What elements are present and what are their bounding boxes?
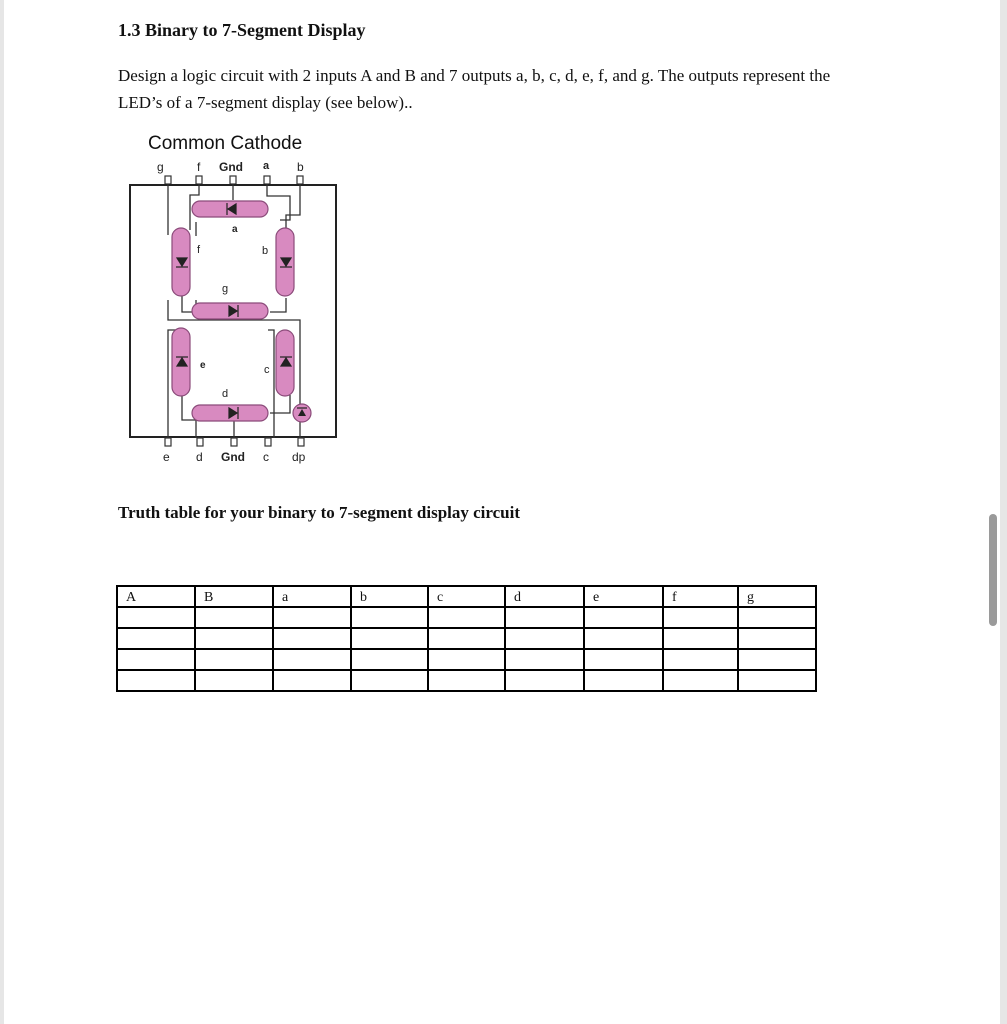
table-row: [117, 607, 816, 628]
table-cell[interactable]: [738, 649, 816, 670]
table-cell[interactable]: [428, 628, 505, 649]
header-cell-B: B: [195, 586, 273, 607]
pin-bottom-e: e: [163, 450, 170, 464]
table-cell[interactable]: [663, 670, 738, 691]
pin-top-gnd: Gnd: [219, 160, 243, 174]
pin-bottom-d: d: [196, 450, 203, 464]
table-cell[interactable]: [738, 607, 816, 628]
table-cell[interactable]: [351, 628, 428, 649]
table-cell[interactable]: [738, 670, 816, 691]
table-cell[interactable]: [738, 628, 816, 649]
section-description: Design a logic circuit with 2 inputs A and B and 7 outputs a, b, c, d, e, f, and g. The outputs represent the LED’s of a 7-segment display (see below)..: [118, 66, 831, 112]
pin-bottom-gnd: Gnd: [221, 450, 245, 464]
table-cell[interactable]: [663, 607, 738, 628]
truth-table-header-row: [117, 586, 816, 607]
header-cell-a: a: [273, 586, 351, 607]
seven-segment-diagram: [118, 128, 348, 448]
table-row: [117, 649, 816, 670]
table-cell[interactable]: [273, 649, 351, 670]
table-cell[interactable]: [428, 607, 505, 628]
table-cell[interactable]: [195, 607, 273, 628]
pin-top-g: g: [157, 160, 164, 174]
table-cell[interactable]: [117, 628, 195, 649]
table-cell[interactable]: [584, 607, 663, 628]
table-cell[interactable]: [117, 649, 195, 670]
pin-top-b: b: [297, 160, 304, 174]
segment-label-c: c: [264, 364, 270, 376]
truth-table-title: Truth table for your binary to 7-segment display circuit: [118, 503, 521, 522]
table-cell[interactable]: [273, 670, 351, 691]
pin-bottom-c: c: [263, 450, 269, 464]
header-cell-e: e: [584, 586, 663, 607]
table-cell[interactable]: [505, 628, 584, 649]
table-cell[interactable]: [117, 670, 195, 691]
header-cell-d: d: [505, 586, 584, 607]
table-cell[interactable]: [505, 649, 584, 670]
table-cell[interactable]: [663, 628, 738, 649]
diagram-title: Common Cathode: [148, 133, 303, 154]
segment-label-g: g: [222, 283, 229, 295]
table-cell[interactable]: [195, 649, 273, 670]
segment-label-f: f: [197, 244, 201, 256]
header-cell-A: A: [117, 586, 195, 607]
table-cell[interactable]: [663, 649, 738, 670]
pin-top-a: a: [263, 160, 270, 172]
table-cell[interactable]: [195, 628, 273, 649]
table-row: [117, 670, 816, 691]
header-cell-g: g: [738, 586, 816, 607]
table-cell[interactable]: [351, 607, 428, 628]
table-cell[interactable]: [584, 649, 663, 670]
segment-label-a: a: [232, 224, 238, 235]
header-cell-b: b: [351, 586, 428, 607]
table-row: [117, 628, 816, 649]
table-cell[interactable]: [273, 607, 351, 628]
table-cell[interactable]: [273, 628, 351, 649]
table-cell[interactable]: [428, 670, 505, 691]
table-cell[interactable]: [584, 628, 663, 649]
truth-table: [116, 585, 817, 692]
pin-bottom-dp: dp: [292, 450, 306, 464]
segment-label-d: d: [222, 388, 229, 400]
header-cell-c: c: [428, 586, 505, 607]
table-cell[interactable]: [351, 670, 428, 691]
table-cell[interactable]: [351, 649, 428, 670]
table-cell[interactable]: [584, 670, 663, 691]
table-cell[interactable]: [428, 649, 505, 670]
vertical-scrollbar[interactable]: [989, 514, 997, 626]
table-cell[interactable]: [505, 670, 584, 691]
table-cell[interactable]: [505, 607, 584, 628]
table-cell[interactable]: [117, 607, 195, 628]
segment-label-b: b: [262, 245, 269, 257]
header-cell-f: f: [663, 586, 738, 607]
pin-top-f: f: [197, 160, 201, 174]
segment-label-e: e: [200, 360, 206, 371]
section-heading: 1.3 Binary to 7-Segment Display: [118, 20, 366, 40]
table-cell[interactable]: [195, 670, 273, 691]
